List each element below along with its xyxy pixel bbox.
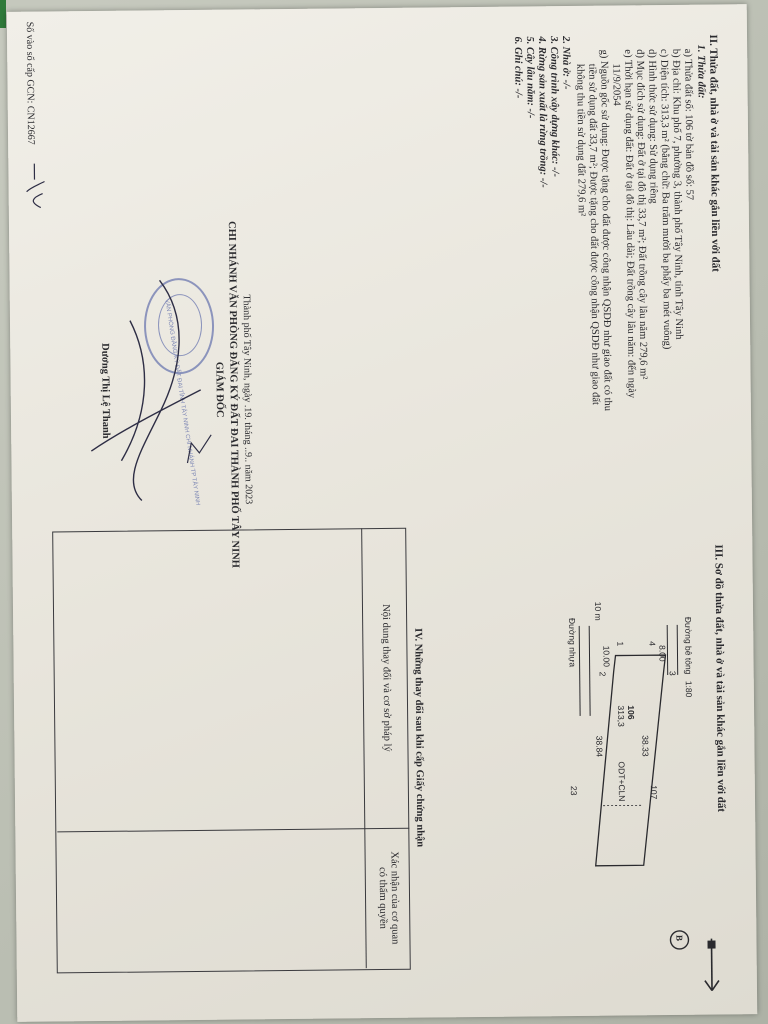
- parcel-diagram: [543, 565, 697, 947]
- register-number: Số vào sổ cấp GCN: CN12667: [23, 21, 37, 145]
- road-top-label: Đường bê tông: [683, 616, 694, 675]
- other-construction-item: 3. Công trình xây dựng khác: -/-: [548, 36, 561, 177]
- col-changes-header: Nội dung thay đổi và cơ sở pháp lý: [379, 604, 393, 752]
- north-symbol-letter: B: [674, 934, 685, 941]
- section3-heading: III. Sơ đồ thửa đất, nhà ở và tài sản khác gắn liền với đất: [712, 544, 728, 813]
- register-initials: [22, 161, 49, 211]
- perennial-item: 5. Cây lâu năm: -/-: [524, 36, 536, 119]
- parcel-use: ODT+CLN: [616, 761, 628, 802]
- section2-heading: II. Thửa đất, nhà ở và tài sản khác gắn liền với đất: [707, 34, 722, 272]
- usage-term-date: 11/9/2054: [610, 63, 622, 106]
- address-line: b) Địa chỉ: Khu phố 7, phường 3, thành phố Tây Ninh, tỉnh Tây Ninh: [670, 48, 685, 340]
- area-line: c) Diện tích: 313,3 m² (bằng chữ: Ba trăm mười ba phẩy ba mét vuông): [658, 48, 673, 350]
- point-2: 2: [597, 671, 608, 677]
- north-arrow-icon: [696, 934, 727, 994]
- director-title: GIÁM ĐỐC: [213, 361, 225, 418]
- usage-term-line: e) Thời hạn sử dụng đất: Đất ở tại đô thị: Lâu dài; Đất trồng cây lâu năm: đến ngày: [622, 49, 637, 399]
- col-confirm-header-2: có thẩm quyền: [376, 867, 389, 929]
- usage-form-line: d) Hình thức sử dụng: Sử dụng riêng: [646, 49, 659, 204]
- parcel-area: 313,3: [616, 705, 627, 727]
- origin-line-2: tiền sử dụng đất 33,7 m²; Được tặng cho đất được công nhận QSDĐ như giao đất: [586, 63, 601, 405]
- forest-item: 4. Rừng sản xuất là rừng trồng: -/-: [536, 36, 549, 188]
- bottom-length-label: 10.00: [601, 645, 612, 667]
- scale-mark: 1:80: [683, 680, 694, 698]
- usage-purpose-line: đ) Mục đích sử dụng: Đất ở tại đô thị 33,7 m²; Đất trồng cây lâu năm 279,6 m²: [634, 49, 649, 380]
- road-bottom-label: Đường nhựa: [567, 617, 578, 668]
- house-item: 2. Nhà ở: -/-: [560, 35, 572, 90]
- section4-heading: IV. Những thay đổi sau khi cấp Giấy chứng nhận: [412, 628, 426, 848]
- col-confirm-header-1: Xác nhận của cơ quan: [388, 851, 401, 945]
- neighbor-left: 23: [568, 785, 579, 796]
- point-1: 1: [615, 641, 626, 647]
- right-side-length: 38.33: [640, 735, 651, 757]
- changes-table: [52, 528, 411, 974]
- certificate-sheet: [7, 4, 758, 1022]
- office-name: CHI NHÁNH VĂN PHÒNG ĐĂNG KÝ ĐẤT ĐAI THÀNH PHỐ TÂY NINH: [225, 221, 241, 569]
- rotated-page: [7, 4, 758, 1022]
- point-3: 3: [667, 670, 678, 676]
- parcel-number-line: a) Thửa đất số: 106 tờ bản đồ số: 57: [682, 48, 695, 201]
- place-date: Thành phố Tây Ninh, ngày .19. tháng ..9.. năm 2023: [240, 294, 254, 505]
- stamp-text: VĂN PHÒNG ĐĂNG KÝ ĐẤT ĐAI TỈNH TÂY NINH CHI NHÁNH TP TÂY NINH: [163, 298, 201, 506]
- top-length-label: 8.00: [657, 645, 668, 662]
- neighbor-right: 107: [648, 785, 660, 800]
- director-name: Dương Thị Lệ Thanh: [99, 343, 112, 439]
- note-item: 6. Ghi chú: -/-: [512, 36, 524, 99]
- bottom-dimension: 10 m: [592, 601, 604, 621]
- point-4: 4: [647, 641, 658, 646]
- left-side-length: 38.84: [594, 735, 605, 758]
- origin-line-3: không thu tiền sử dụng đất 279,6 m²: [574, 63, 587, 217]
- origin-line: g) Nguồn gốc sử dụng: Được tặng cho đất được công nhận QSDĐ như giao đất có thu: [598, 49, 613, 412]
- parcel-subheading: 1. Thửa đất:: [695, 44, 707, 99]
- parcel-number: 106: [626, 705, 637, 720]
